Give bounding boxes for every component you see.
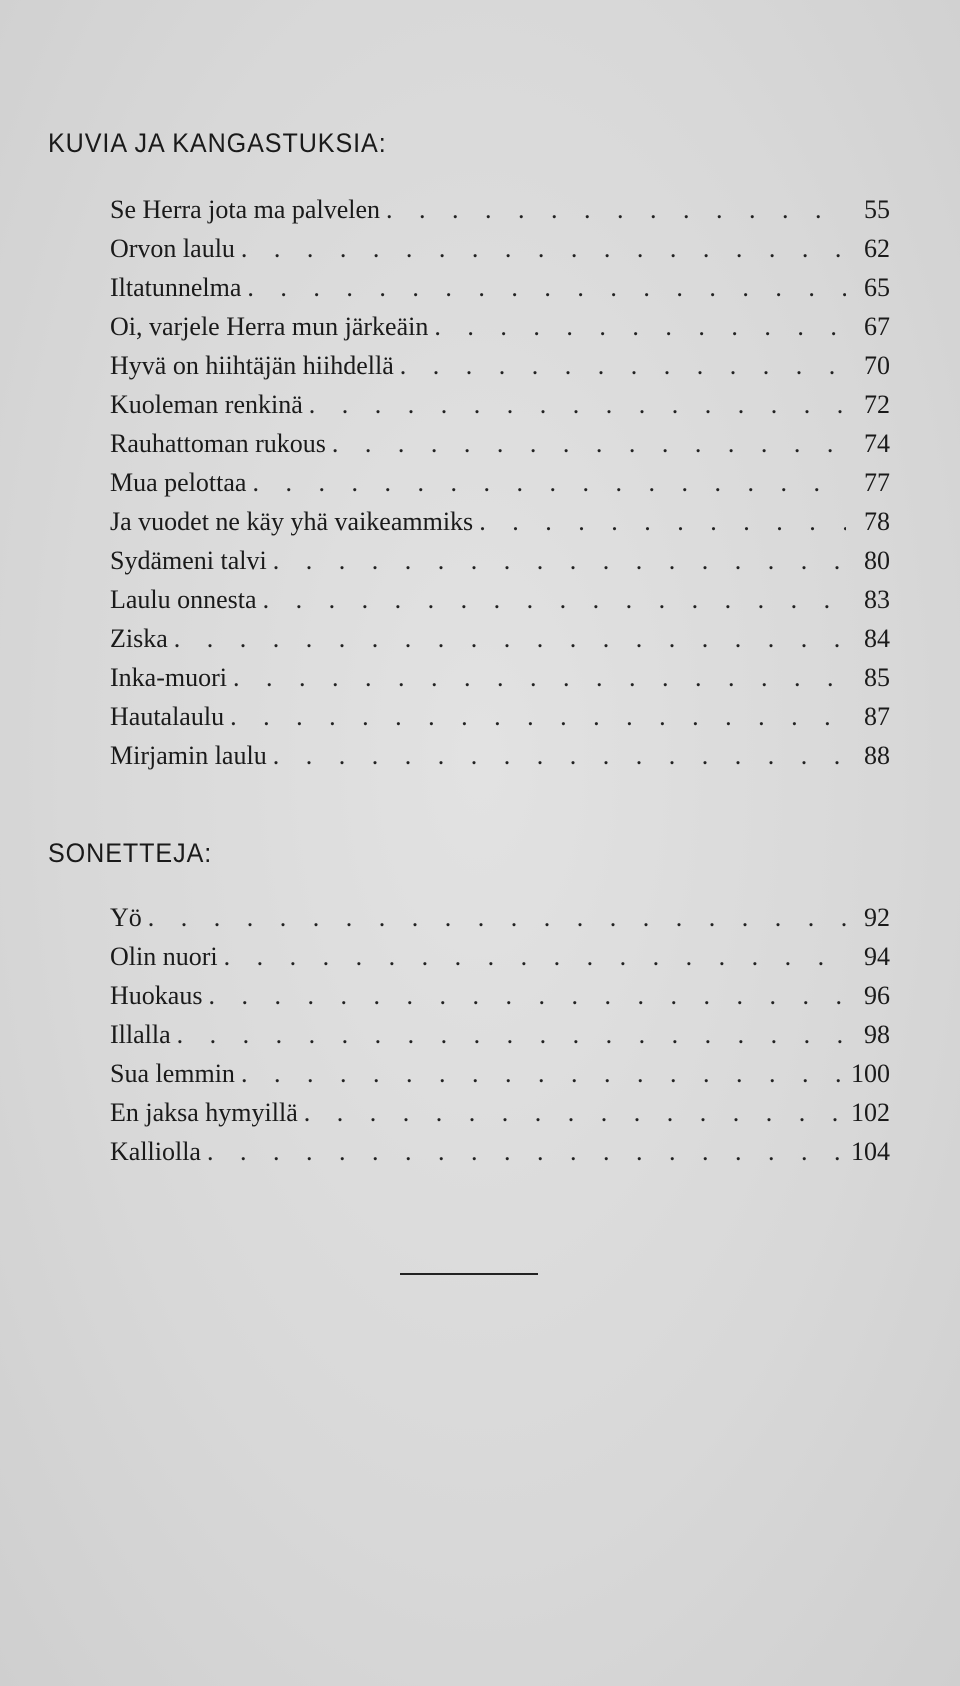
toc-entry-title: En jaksa hymyillä — [110, 1098, 298, 1127]
toc-entry-title: Hyvä on hiihtäjän hiihdellä — [110, 351, 394, 380]
toc-entry — [110, 898, 890, 937]
toc-entry-page: 70 — [864, 351, 890, 380]
toc-entry-page: 85 — [864, 663, 890, 692]
toc-entry-page: 67 — [864, 312, 890, 341]
dot-leader — [380, 190, 846, 229]
toc-entry-page: 65 — [864, 273, 890, 302]
toc-entry — [110, 619, 890, 658]
dot-leader — [298, 1093, 846, 1132]
dot-leader — [202, 976, 846, 1015]
toc-entry-page: 102 — [851, 1098, 890, 1127]
dot-leader — [224, 697, 846, 736]
toc-entry-title: Rauhattoman rukous — [110, 429, 326, 458]
toc-entry-title: Kalliolla — [110, 1137, 201, 1166]
toc-entry-title: Orvon laulu — [110, 234, 235, 263]
toc-entry-page: 98 — [864, 1020, 890, 1049]
dot-leader — [241, 268, 846, 307]
toc-entry — [110, 658, 890, 697]
dot-leader — [428, 307, 846, 346]
toc-entry-title: Huokaus — [110, 981, 203, 1010]
toc-entry-title: Hautalaulu — [110, 702, 225, 731]
toc-entry — [110, 424, 890, 463]
toc-entry-page: 88 — [864, 741, 890, 770]
toc-entry-page: 94 — [864, 942, 890, 971]
dot-leader — [142, 898, 846, 937]
toc-entry-page: 104 — [851, 1137, 890, 1166]
toc-entry-page: 74 — [864, 429, 890, 458]
toc-entry — [110, 541, 890, 580]
toc-entry-page: 83 — [864, 585, 890, 614]
toc-entry — [110, 580, 890, 619]
dot-leader — [326, 424, 846, 463]
toc-entry — [110, 1054, 890, 1093]
dot-leader — [303, 385, 846, 424]
dot-leader — [168, 619, 846, 658]
toc-entry — [110, 736, 890, 775]
toc-entry-title: Mirjamin laulu — [110, 741, 267, 770]
toc-entry — [110, 976, 890, 1015]
toc-entry-page: 100 — [851, 1059, 890, 1088]
toc-entry-title: Laulu onnesta — [110, 585, 257, 614]
toc-entry-title: Ziska — [110, 624, 168, 653]
toc-entry — [110, 697, 890, 736]
toc-entry-title: Oi, varjele Herra mun järkeäin — [110, 312, 429, 341]
toc-entry — [110, 268, 890, 307]
dot-leader — [218, 937, 846, 976]
toc-entry-title: Olin nuori — [110, 942, 218, 971]
section-heading-kuvia: KUVIA JA KANGASTUKSIA: — [48, 128, 387, 158]
toc-entry — [110, 346, 890, 385]
toc-entry — [110, 1015, 890, 1054]
toc-entry-title: Illalla — [110, 1020, 171, 1049]
toc-entry-page: 80 — [864, 546, 890, 575]
dot-leader — [227, 658, 846, 697]
toc-entry-title: Inka-muori — [110, 663, 227, 692]
dot-leader — [394, 346, 846, 385]
toc-entry — [110, 307, 890, 346]
toc-entry — [110, 502, 890, 541]
dot-leader — [257, 580, 846, 619]
section-divider-rule — [400, 1273, 538, 1275]
toc-entry-page: 62 — [864, 234, 890, 263]
dot-leader — [235, 229, 846, 268]
toc-entry-title: Kuoleman renkinä — [110, 390, 303, 419]
toc-entry-title: Sydämeni talvi — [110, 546, 267, 575]
section-heading-sonetteja: SONETTEJA: — [48, 838, 213, 868]
toc-entry-page: 55 — [864, 195, 890, 224]
toc-entry-title: Iltatunnelma — [110, 273, 242, 302]
dot-leader — [473, 502, 846, 541]
toc-entry — [110, 190, 890, 229]
toc-entry-title: Ja vuodet ne käy yhä vaikeammiks — [110, 507, 474, 536]
toc-entry — [110, 1093, 890, 1132]
dot-leader — [267, 736, 846, 775]
dot-leader — [201, 1132, 846, 1171]
dot-leader — [171, 1015, 846, 1054]
toc-entry-page: 78 — [864, 507, 890, 536]
toc-entry — [110, 937, 890, 976]
toc-list-kuvia — [110, 190, 890, 775]
dot-leader — [267, 541, 846, 580]
toc-entry — [110, 229, 890, 268]
dot-leader — [235, 1054, 846, 1093]
toc-entry-title: Yö — [110, 903, 142, 932]
toc-entry-title: Sua lemmin — [110, 1059, 235, 1088]
toc-entry-page: 77 — [864, 468, 890, 497]
toc-entry-title: Se Herra jota ma palvelen — [110, 195, 380, 224]
toc-entry-page: 96 — [864, 981, 890, 1010]
toc-entry — [110, 1132, 890, 1171]
toc-entry-page: 72 — [864, 390, 890, 419]
toc-list-sonetteja — [110, 898, 890, 1171]
toc-entry-title: Mua pelottaa — [110, 468, 247, 497]
toc-entry-page: 92 — [864, 903, 890, 932]
toc-entry-page: 87 — [864, 702, 890, 731]
dot-leader — [246, 463, 846, 502]
toc-entry — [110, 385, 890, 424]
toc-entry-page: 84 — [864, 624, 890, 653]
toc-entry — [110, 463, 890, 502]
